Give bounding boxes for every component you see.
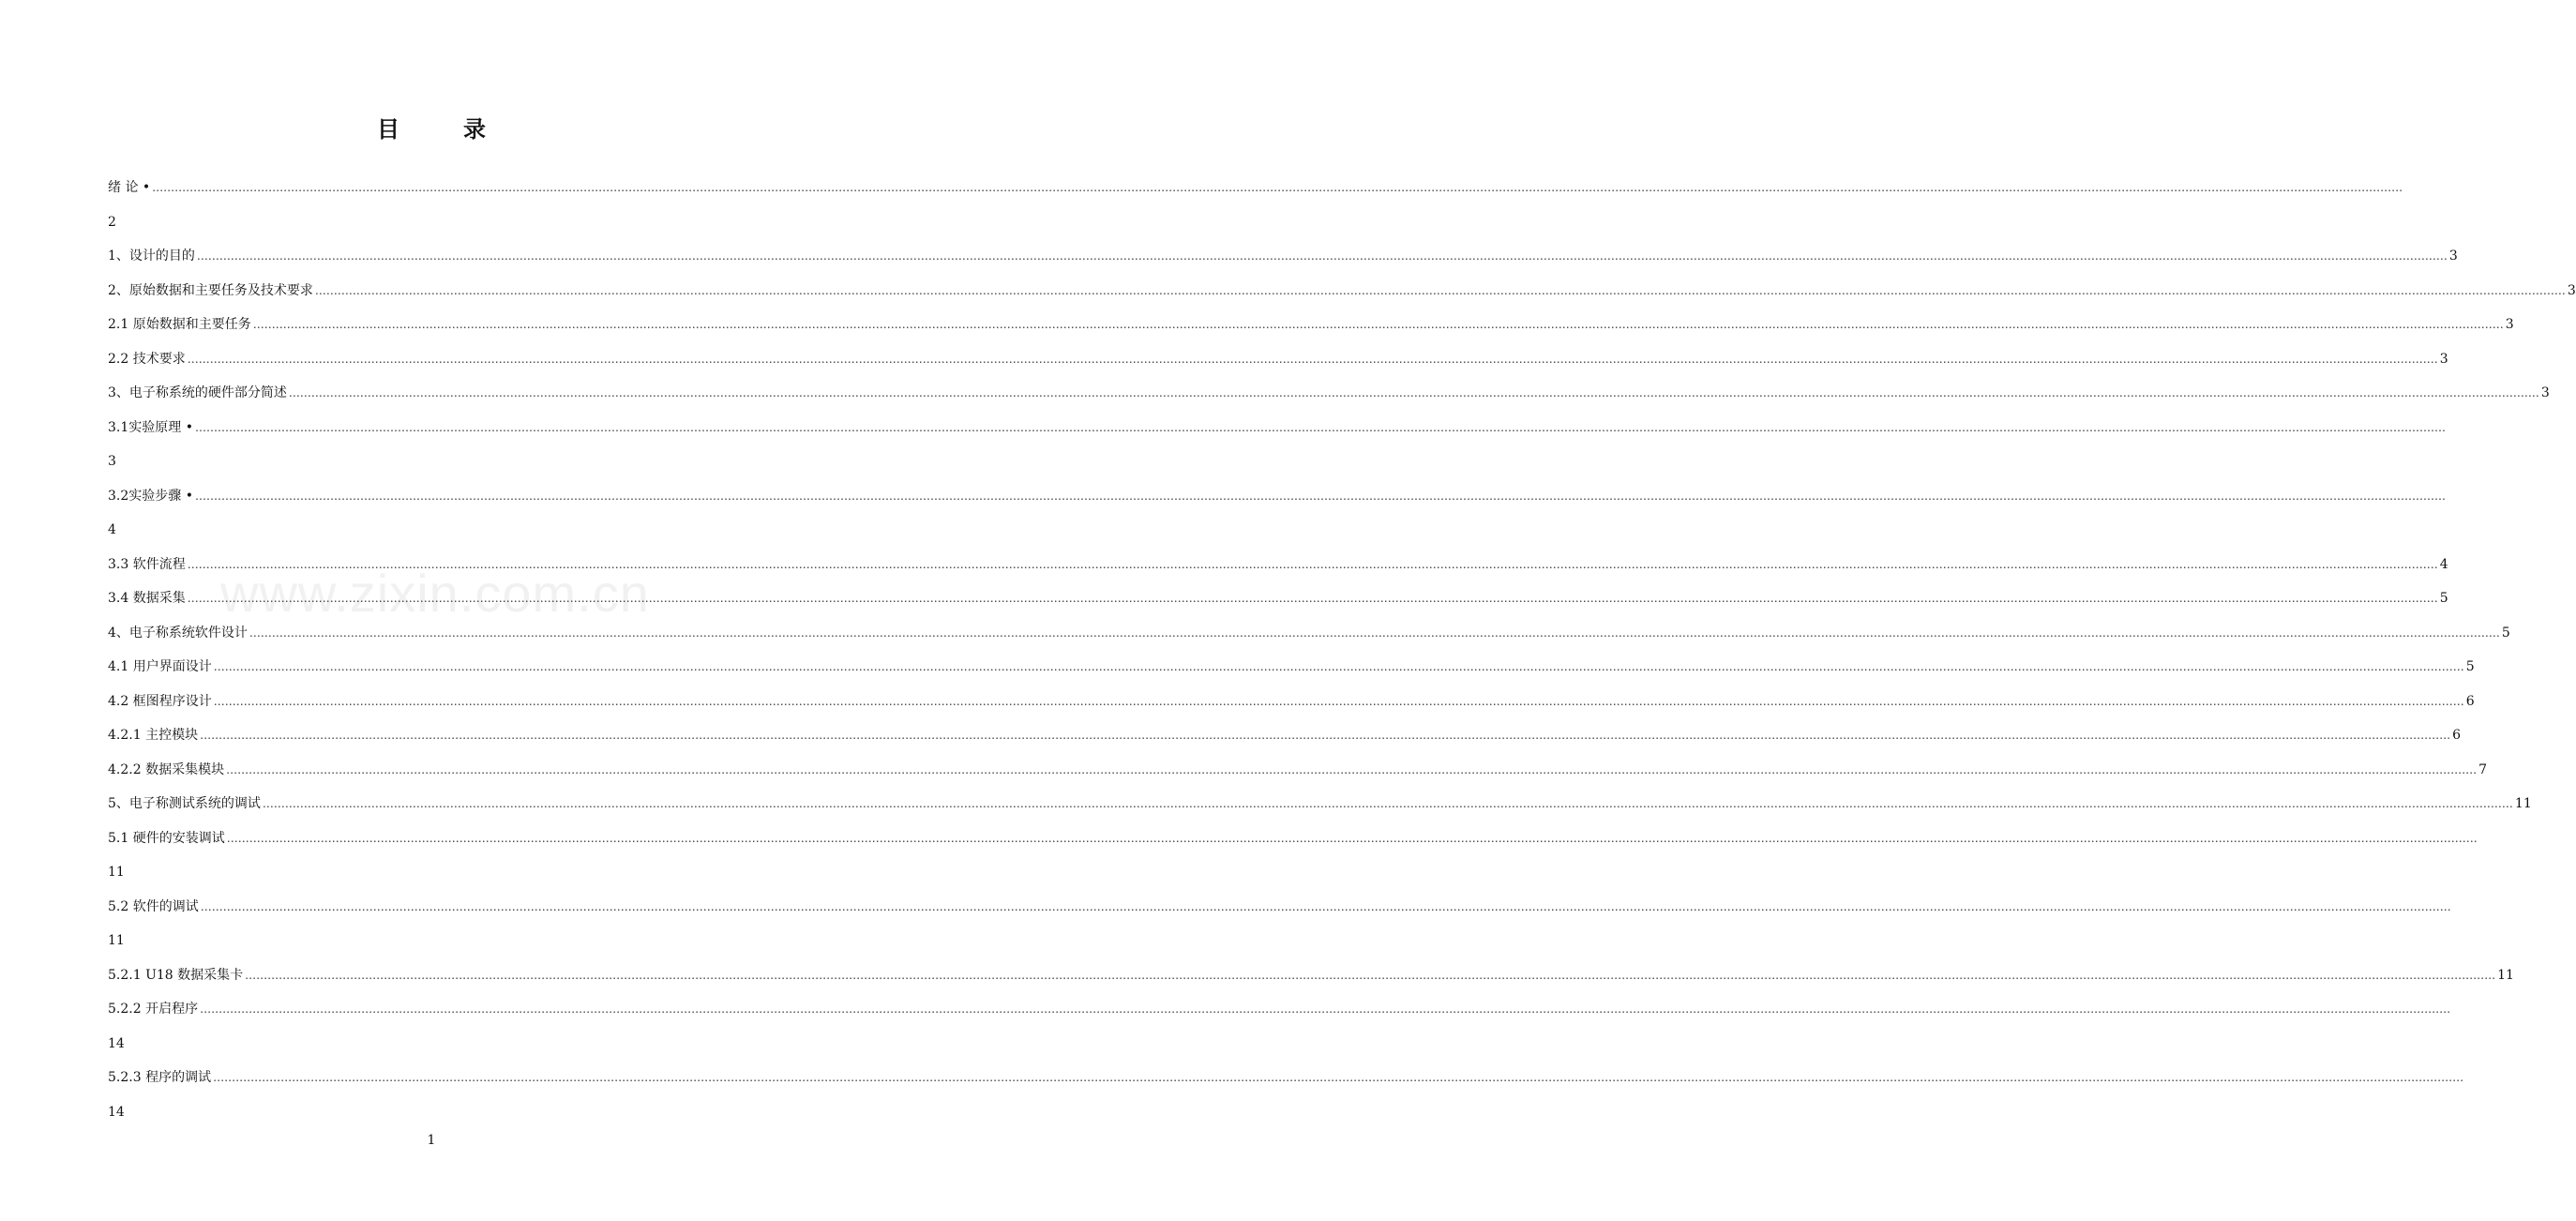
toc-entry[interactable] — [108, 822, 2478, 856]
toc-entry[interactable] — [108, 548, 2448, 582]
toc-entry-label: 2.2 技术要求 — [108, 351, 186, 367]
toc-leader-dots: …………………………………………………………………………………………………………………………………………………………………………………………………………………………………………………………………………………………………………………………………………………………………………………………………………………………………………………………………………………………………………………………………………………… — [187, 592, 2438, 605]
toc-entry-label: 2.1 原始数据和主要任务 — [108, 317, 251, 332]
toc-entry-label: 5、电子称测试系统的调试 — [108, 796, 261, 811]
toc-leader-dots: …………………………………………………………………………………………………………………………………………………………………………………………………………………………………………………………………………………………………………………………………………………………………………………………………………………………………………………………………………………………………………………………………………………… — [213, 1071, 2464, 1084]
toc-entry[interactable] — [108, 753, 2487, 788]
toc-entry-label: 4.1 用户界面设计 — [108, 659, 212, 674]
toc-entry-label: 5.2.1 U18 数据采集卡 — [108, 967, 244, 983]
toc-leader-dots: …………………………………………………………………………………………………………………………………………………………………………………………………………………………………………………………………………………………………………………………………………………………………………………………………………………………………………………………………………………………………………………………………………………… — [252, 318, 2504, 331]
toc-entry-wrapped-page: 14 — [108, 1104, 125, 1120]
toc-entry-page: 3 — [2448, 249, 2458, 264]
toc-entry[interactable] — [108, 685, 2475, 719]
toc-entry-label: 3.3 软件流程 — [108, 556, 186, 572]
toc-entry-label: 5.2.2 开启程序 — [108, 1002, 199, 1017]
toc-leader-dots: …………………………………………………………………………………………………………………………………………………………………………………………………………………………………………………………………………………………………………………………………………………………………………………………………………………………………………………………………………………………………………………………………………………… — [249, 626, 2500, 640]
toc-entry-label: 3.1实验原理 • — [108, 419, 193, 435]
toc-entry[interactable] — [108, 718, 2461, 753]
toc-leader-dots: …………………………………………………………………………………………………………………………………………………………………………………………………………………………………………………………………………………………………………………………………………………………………………………………………………………………………………………………………………………………………………………………………………………… — [200, 729, 2451, 742]
toc-entry-wrapped-page: 11 — [108, 865, 125, 880]
toc-entry[interactable] — [108, 239, 2458, 274]
toc-leader-dots: …………………………………………………………………………………………………………………………………………………………………………………………………………………………………………………………………………………………………………………………………………………………………………………………………………………………………………………………………………………………………………………………………………………… — [262, 797, 2513, 810]
toc-entry-label: 5.2.3 程序的调试 — [108, 1070, 212, 1085]
toc-entry-label: 1、设计的目的 — [108, 249, 195, 264]
toc-entry-page: 3 — [2505, 317, 2514, 332]
toc-entry-wrapped-page: 2 — [108, 214, 116, 230]
toc-entry[interactable] — [108, 787, 2532, 822]
toc-entry[interactable] — [108, 616, 2510, 651]
toc-entry-page: 3 — [2540, 385, 2550, 400]
toc-entry-wrapped-page: 11 — [108, 933, 125, 948]
toc-leader-dots: …………………………………………………………………………………………………………………………………………………………………………………………………………………………………………………………………………………………………………………………………………………………………………………………………………………………………………………………………………………………………………………………………………………… — [213, 694, 2464, 708]
toc-entry[interactable] — [108, 342, 2448, 377]
toc-entry[interactable] — [108, 992, 2451, 1027]
toc-entry-label: 5.2 软件的调试 — [108, 898, 199, 914]
toc-entry[interactable] — [108, 376, 2550, 411]
toc-leader-dots: …………………………………………………………………………………………………………………………………………………………………………………………………………………………………………………………………………………………………………………………………………………………………………………………………………………………………………………………………………………………………………………………………………………… — [194, 489, 2446, 503]
toc-entry-label: 4、电子称系统软件设计 — [108, 625, 248, 641]
page-number: 1 — [427, 1133, 436, 1148]
toc-entry[interactable] — [108, 650, 2475, 685]
toc-entry-label: 4.2.2 数据采集模块 — [108, 761, 225, 777]
toc-entry[interactable] — [108, 581, 2448, 616]
toc-leader-dots: …………………………………………………………………………………………………………………………………………………………………………………………………………………………………………………………………………………………………………………………………………………………………………………………………………………………………………………………………………………………………………………………………………………… — [314, 283, 2566, 297]
toc-entry-wrapped-page: 14 — [108, 1035, 125, 1051]
toc-leader-dots: …………………………………………………………………………………………………………………………………………………………………………………………………………………………………………………………………………………………………………………………………………………………………………………………………………………………………………………………………………………………………………………………………………………… — [245, 968, 2496, 982]
toc-entry-page: 6 — [2465, 693, 2475, 709]
toc-leader-dots: …………………………………………………………………………………………………………………………………………………………………………………………………………………………………………………………………………………………………………………………………………………………………………………………………………………………………………………………………………………………………………………………………………………… — [226, 762, 2478, 776]
toc-entry[interactable] — [108, 479, 2446, 514]
toc-entry[interactable] — [108, 1061, 2464, 1095]
toc-entry-label: 4.2.1 主控模块 — [108, 728, 199, 743]
toc-entry-label: 3.2实验步骤 • — [108, 488, 193, 504]
toc-entry-page: 5 — [2501, 625, 2510, 641]
toc-entry-page: 6 — [2452, 728, 2461, 743]
toc-entry-page: 3 — [2439, 351, 2448, 367]
toc-entry-page: 5 — [2439, 591, 2448, 606]
toc-leader-dots: …………………………………………………………………………………………………………………………………………………………………………………………………………………………………………………………………………………………………………………………………………………………………………………………………………………………………………………………………………………………………………………………………………………… — [196, 249, 2448, 263]
toc-entry-label: 4.2 框图程序设计 — [108, 693, 212, 709]
toc-entry-label: 5.1 硬件的安装调试 — [108, 830, 225, 846]
toc-entry-wrapped-page: 3 — [108, 454, 116, 469]
toc-entry-page: 4 — [2439, 556, 2448, 572]
toc-leader-dots: …………………………………………………………………………………………………………………………………………………………………………………………………………………………………………………………………………………………………………………………………………………………………………………………………………………………………………………………………………………………………………………………………………………… — [200, 1002, 2451, 1016]
watermark: www.zixin.com.cn — [220, 564, 650, 623]
toc-entry-page: 11 — [2514, 796, 2532, 811]
toc-entry-label: 3、电子称系统的硬件部分简述 — [108, 385, 287, 400]
toc-entry-page: 7 — [2478, 761, 2487, 777]
toc-entry[interactable] — [108, 308, 2514, 342]
toc-entry[interactable] — [108, 274, 2576, 309]
toc-entry-wrapped-page: 4 — [108, 522, 116, 537]
toc-leader-dots: …………………………………………………………………………………………………………………………………………………………………………………………………………………………………………………………………………………………………………………………………………………………………………………………………………………………………………………………………………………………………………………………………………………… — [288, 386, 2539, 399]
toc-leader-dots: …………………………………………………………………………………………………………………………………………………………………………………………………………………………………………………………………………………………………………………………………………………………………………………………………………………………………………………………………………………………………………………………………………………… — [187, 352, 2438, 366]
toc-entry-label: 3.4 数据采集 — [108, 591, 186, 606]
toc-entry[interactable] — [108, 958, 2514, 993]
page-title: 目 录 — [377, 115, 506, 143]
toc-entry[interactable] — [108, 171, 2403, 205]
toc-entry-label: 绪 论 • — [108, 180, 151, 195]
toc-leader-dots: …………………………………………………………………………………………………………………………………………………………………………………………………………………………………………………………………………………………………………………………………………………………………………………………………………………………………………………………………………………………………………………………………………………… — [226, 831, 2478, 845]
toc-entry-page: 5 — [2465, 659, 2475, 674]
toc-leader-dots: …………………………………………………………………………………………………………………………………………………………………………………………………………………………………………………………………………………………………………………………………………………………………………………………………………………………………………………………………………………………………………………………………………………… — [200, 899, 2451, 913]
toc-entry-label: 2、原始数据和主要任务及技术要求 — [108, 282, 313, 298]
toc-leader-dots: …………………………………………………………………………………………………………………………………………………………………………………………………………………………………………………………………………………………………………………………………………………………………………………………………………………………………………………………………………………………………………………………………………………… — [187, 557, 2438, 571]
toc-entry-page: 3 — [2567, 282, 2576, 298]
toc-entry-page: 11 — [2497, 967, 2514, 983]
toc-leader-dots: …………………………………………………………………………………………………………………………………………………………………………………………………………………………………………………………………………………………………………………………………………………………………………………………………………………………………………………………………………………………………………………………………………………… — [213, 660, 2464, 673]
toc-entry[interactable] — [108, 411, 2446, 445]
toc-entry[interactable] — [108, 890, 2451, 925]
toc-leader-dots: …………………………………………………………………………………………………………………………………………………………………………………………………………………………………………………………………………………………………………………………………………………………………………………………………………………………………………………………………………………………………………………………………………………… — [152, 181, 2403, 194]
table-of-contents — [108, 171, 2576, 1129]
toc-leader-dots: …………………………………………………………………………………………………………………………………………………………………………………………………………………………………………………………………………………………………………………………………………………………………………………………………………………………………………………………………………………………………………………………………………………… — [194, 420, 2446, 434]
